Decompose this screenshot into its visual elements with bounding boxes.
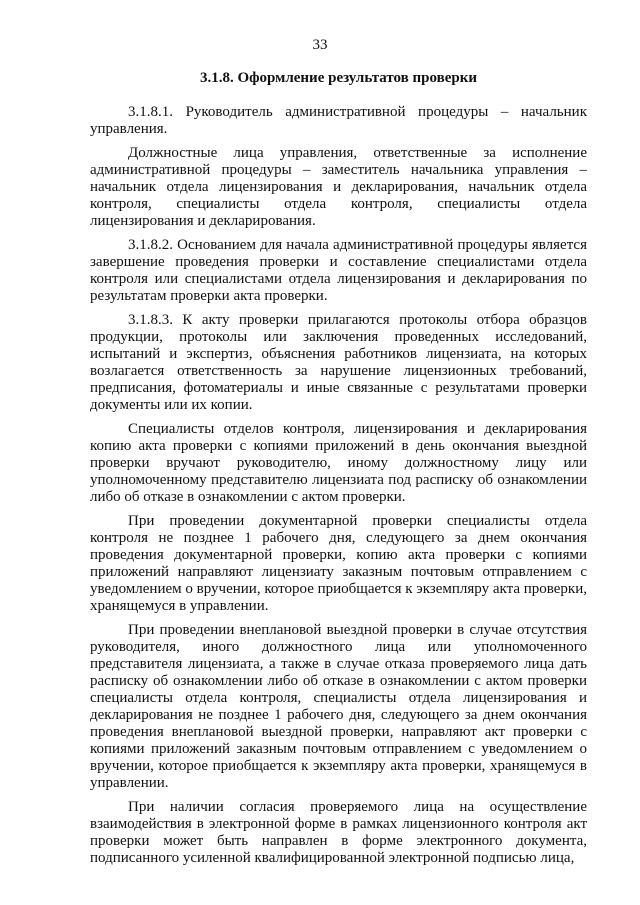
paragraph: 3.1.8.1. Руководитель административной процедуры – начальник управления. — [90, 104, 587, 137]
paragraph: Должностные лица управления, ответственные за исполнение административной процедуры – заместитель начальника управления – начальник отдела лицензирования и декларирования, начальник отдела контроля, специалисты отдела контроля, специалисты отдела лицензирования и декларирования. — [90, 145, 587, 229]
paragraph: Специалисты отделов контроля, лицензирования и декларирования копию акта проверки с копиями приложений в день окончания выездной проверки вручают руководителю, иному должностному лицу или уполномоченному представителю лицензиата под расписку об ознакомлении либо об отказе в ознакомлении с актом проверки. — [90, 421, 587, 505]
paragraph: При проведении документарной проверки специалисты отдела контроля не позднее 1 рабочего дня, следующего за днем окончания проведения документарной проверки, копию акта проверки с копиями приложений направляют лицензиату заказным почтовым отправлением с уведомлением о вручении, которое приобщается к экземпляру акта проверки, хранящемуся в управлении. — [90, 513, 587, 614]
paragraph: 3.1.8.2. Основанием для начала административной процедуры является завершение проведения проверки и составление специалистами отдела контроля или специалистами отдела лицензирования и декларирования по результатам проверки акта проверки. — [90, 237, 587, 304]
section-heading: 3.1.8. Оформление результатов проверки — [199, 70, 478, 86]
page-content — [90, 70, 587, 874]
page-number: 33 — [312, 37, 328, 53]
paragraph: При проведении внеплановой выездной проверки в случае отсутствия руководителя, иного должностного лица или уполномоченного представителя лицензиата, а также в случае отказа проверяемого лица дать расписку об ознакомлении либо об отказе в ознакомлении с актом проверки специалисты отдела контроля, специалисты отдела лицензирования и декларирования не позднее 1 рабочего дня, следующего за днем окончания проведения внеплановой выездной проверки, направляют акт проверки с копиями приложений заказным почтовым отправлением с уведомлением о вручении, которое приобщается к экземпляру акта проверки, хранящемуся в управлении. — [90, 622, 587, 791]
paragraph: При наличии согласия проверяемого лица на осуществление взаимодействия в электронной форме в рамках лицензионного контроля акт проверки может быть направлен в форме электронного документа, подписанного усиленной квалифицированной электронной подписью лица, — [90, 799, 587, 866]
paragraph: 3.1.8.3. К акту проверки прилагаются протоколы отбора образцов продукции, протоколы или заключения проведенных исследований, испытаний и экспертиз, объяснения работников лицензиата, на которых возлагается ответственность за нарушение лицензионных требований, предписания, фотоматериалы и иные связанные с результатами проверки документы или их копии. — [90, 312, 587, 413]
